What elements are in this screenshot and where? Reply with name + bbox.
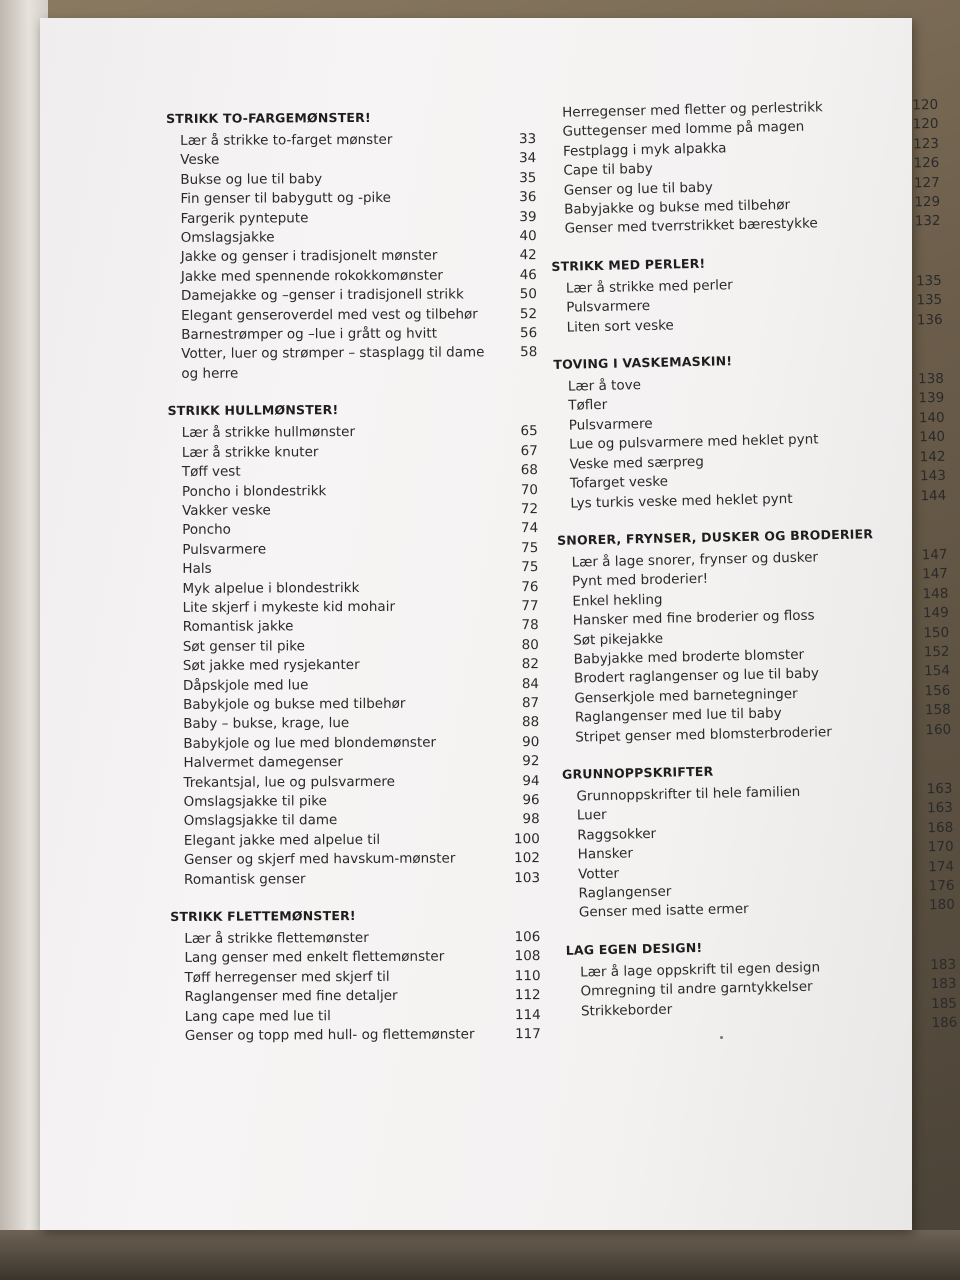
- entry-page-number: 186: [931, 1014, 958, 1032]
- toc-entry: [168, 481, 538, 502]
- entry-page-number: 92: [522, 753, 540, 770]
- toc-entry: [169, 655, 539, 676]
- entry-page-number: 185: [930, 995, 958, 1012]
- entry-page-number: 132: [914, 213, 941, 230]
- entry-title: Halvermet damegenser: [183, 754, 343, 772]
- entry-page-number: 106: [514, 929, 541, 946]
- entry-page-number: 103: [514, 869, 541, 886]
- entry-page-number: 139: [918, 390, 945, 407]
- entry-page-number: 142: [919, 448, 946, 465]
- toc-entry: [167, 246, 537, 267]
- toc-entry: [169, 636, 539, 657]
- entry-page-number: 114: [514, 1006, 541, 1023]
- toc-entry: [167, 285, 537, 306]
- entry-page-number: 87: [521, 695, 540, 712]
- entry-title: Lær å strikke med perler: [565, 277, 733, 297]
- entry-title: Lær å strikke to-farget mønster: [180, 131, 393, 149]
- section-heading: STRIKK MED PERLER!: [551, 255, 706, 274]
- entry-title: Raglangenser: [578, 883, 672, 902]
- entry-page-number: 120: [912, 116, 939, 133]
- toc-entry: [167, 266, 537, 287]
- entry-title: Cape til baby: [563, 161, 653, 179]
- toc-section: [548, 96, 941, 240]
- entry-title: Lær å strikke hullmønster: [181, 424, 356, 442]
- entry-title: Raglangenser med lue til baby: [574, 705, 782, 726]
- entry-title: Trekantsjal, lue og pulsvarmere: [183, 773, 396, 791]
- entry-page-number: 68: [520, 462, 538, 479]
- toc-entry: [170, 791, 540, 812]
- entry-page-number: 96: [522, 792, 540, 809]
- toc-entry: [170, 810, 540, 831]
- entry-title: Votter, luer og strømper – stasplagg til dame og herre: [181, 344, 485, 382]
- toc-section: [562, 758, 955, 924]
- toc-entry: [166, 149, 536, 170]
- entry-page-number: 126: [913, 155, 940, 172]
- entry-title: Votter: [577, 865, 620, 883]
- toc-entry: [166, 169, 536, 190]
- entry-page-number: 108: [514, 948, 541, 965]
- entry-title: Lær å tove: [567, 377, 642, 395]
- section-heading: SNORER, FRYNSER, DUSKER OG BRODERIER: [556, 526, 874, 548]
- toc-section: [551, 250, 943, 338]
- toc-entry: [167, 344, 537, 385]
- toc-entry: [170, 967, 540, 988]
- entry-title: Fargerik pyntepute: [180, 209, 309, 227]
- entry-title: Pynt med broderier!: [571, 571, 709, 590]
- entry-page-number: 75: [521, 559, 539, 576]
- entry-title: Raglangenser med fine detaljer: [184, 988, 398, 1006]
- entry-title: Tofarget veske: [569, 473, 669, 492]
- entry-title: Tøff herregenser med skjerf til: [184, 968, 390, 986]
- entry-page-number: 34: [519, 150, 537, 167]
- toc-entry: [167, 305, 537, 326]
- entry-title: Omslagsjakke til dame: [183, 812, 338, 830]
- entry-page-number: 123: [912, 135, 940, 153]
- section-heading: STRIKK FLETTEMØNSTER!: [170, 908, 356, 925]
- entry-title: Vakker veske: [182, 502, 271, 519]
- toc-entry: [169, 752, 539, 773]
- entry-title: Damejakke og –genser i tradisjonell strikk: [180, 286, 464, 305]
- entry-title: Fin genser til babygutt og -pike: [180, 190, 391, 208]
- toc-entry: [169, 616, 539, 637]
- entry-page-number: 140: [918, 409, 945, 427]
- toc-entry: [168, 500, 538, 521]
- entry-page-number: 76: [521, 578, 539, 595]
- entry-page-number: 100: [513, 830, 540, 848]
- entry-page-number: 90: [522, 733, 540, 750]
- toc-entry: [168, 422, 538, 443]
- entry-title: Veske: [180, 152, 220, 169]
- entry-page-number: 168: [927, 819, 954, 836]
- entry-page-number: 110: [514, 967, 541, 985]
- toc-entry: [170, 849, 540, 870]
- entry-title: Lær å strikke flettemønster: [184, 929, 369, 947]
- entry-title: Babyjakke med broderte blomster: [573, 646, 805, 668]
- entry-title: Elegant jakke med alpelue til: [183, 831, 381, 849]
- toc-section: [166, 108, 537, 384]
- entry-title: Babyjakke og bukse med tilbehør: [564, 196, 791, 218]
- entry-page-number: 170: [927, 838, 954, 856]
- entry-page-number: 149: [922, 604, 949, 622]
- entry-page-number: 117: [515, 1026, 541, 1043]
- toc-right-column: [548, 96, 958, 1059]
- toc-entry: [169, 694, 539, 715]
- entry-title: Jakke og genser i tradisjonelt mønster: [180, 248, 438, 266]
- entry-page-number: 74: [520, 520, 539, 537]
- book-page: [40, 18, 958, 1230]
- toc-section: [566, 933, 958, 1041]
- entry-title: Babykjole og lue med blondemønster: [183, 734, 437, 752]
- entry-page-number: 70: [520, 481, 539, 498]
- entry-title: Luer: [576, 807, 607, 824]
- entry-title: Omslagsjakke til pike: [183, 793, 327, 810]
- toc-entry: [171, 1025, 541, 1046]
- toc-entry: [166, 130, 536, 151]
- entry-title: Hansker med fine broderier og floss: [572, 607, 815, 629]
- entry-title: Lær å lage oppskrift til egen design: [580, 959, 821, 981]
- entry-title: Poncho: [182, 521, 231, 539]
- entry-page-number: 136: [916, 311, 943, 328]
- toc-entry: [168, 578, 538, 599]
- entry-title: Genser og skjerf med havskum-mønster: [183, 850, 456, 869]
- entry-page-number: 67: [520, 442, 538, 459]
- entry-page-number: 135: [916, 292, 943, 309]
- entry-page-number: 147: [921, 566, 949, 583]
- section-heading: TOVING I VASKEMASKIN!: [553, 353, 733, 373]
- entry-title: Baby – bukse, krage, lue: [183, 715, 350, 733]
- entry-title: Lue og pulsvarmere med heklet pynt: [568, 431, 819, 453]
- entry-title: Genser og topp med hull- og flettemønster: [184, 1026, 475, 1044]
- entry-title: Hals: [182, 560, 212, 578]
- entry-title: Bukse og lue til baby: [180, 170, 323, 188]
- entry-page-number: 46: [519, 266, 537, 283]
- entry-page-number: 154: [924, 663, 951, 680]
- entry-page-number: 56: [519, 325, 538, 342]
- toc-entry: [168, 539, 538, 560]
- entry-title: Veske med særpreg: [569, 453, 705, 473]
- entry-title: Genser med isatte ermer: [578, 901, 749, 921]
- entry-title: Genserkjole med barnetegninger: [574, 685, 798, 707]
- entry-page-number: 147: [921, 546, 948, 564]
- entry-title: Romantisk jakke: [182, 618, 294, 636]
- toc-entry: [168, 442, 538, 463]
- entry-title: Poncho i blondestrikk: [181, 482, 327, 500]
- toc-entry: [167, 208, 537, 229]
- entry-title: Liten sort veske: [566, 317, 674, 336]
- entry-title: Grunnoppskrifter til hele familien: [576, 783, 801, 805]
- entry-title: Pulsvarmere: [568, 415, 653, 434]
- entry-title: Guttegenser med lomme på magen: [562, 119, 805, 141]
- section-heading: STRIKK HULLMØNSTER!: [167, 402, 339, 419]
- entry-page-number: 75: [521, 539, 539, 556]
- entry-page-number: 163: [926, 800, 954, 817]
- entry-title: Myk alpelue i blondestrikk: [182, 579, 360, 597]
- entry-page-number: 78: [521, 617, 539, 634]
- entry-title: Enkel hekling: [572, 591, 663, 610]
- toc-entry: [170, 928, 540, 949]
- entry-title: Søt genser til pike: [182, 638, 305, 655]
- entry-page-number: 183: [930, 975, 957, 993]
- entry-title: Søt pikejakke: [573, 630, 664, 649]
- entry-page-number: 150: [923, 624, 950, 641]
- entry-title: Hansker: [577, 845, 634, 863]
- entry-title: Tøfler: [568, 397, 608, 415]
- entry-page-number: 98: [522, 811, 540, 828]
- toc-entry: [168, 461, 538, 482]
- entry-title: Stripet genser med blomsterbroderier: [575, 723, 832, 746]
- toc-entry: [169, 597, 539, 618]
- entry-page-number: 140: [919, 429, 946, 446]
- entry-page-number: 80: [521, 636, 539, 653]
- entry-page-number: 120: [912, 96, 939, 114]
- toc-entry: [169, 713, 539, 734]
- entry-page-number: 148: [922, 585, 949, 602]
- toc-section: [168, 400, 541, 890]
- entry-title: Herregenser med fletter og perlestrikk: [562, 99, 823, 121]
- entry-title: Genser og lue til baby: [563, 179, 713, 199]
- entry-title: Festplagg i myk alpakka: [562, 140, 727, 160]
- toc-section: [553, 348, 946, 514]
- entry-title: Lys turkis veske med heklet pynt: [570, 490, 793, 512]
- section-heading: STRIKK TO-FARGEMØNSTER!: [166, 109, 371, 126]
- table-surface: [0, 1230, 960, 1280]
- entry-page-number: 58: [520, 344, 538, 361]
- entry-title: Elegant genseroverdel med vest og tilbehør: [181, 306, 478, 324]
- toc-entry: [168, 558, 538, 579]
- toc-entry: [167, 227, 537, 248]
- entry-page-number: 152: [923, 643, 950, 661]
- toc-entry: [171, 986, 541, 1007]
- entry-page-number: 102: [514, 850, 540, 867]
- entry-page-number: 135: [915, 272, 942, 290]
- entry-title: Lite skjerf i mykeste kid mohair: [182, 598, 396, 616]
- entry-title: Omslagsjakke: [180, 229, 275, 246]
- entry-page-number: 50: [519, 286, 538, 303]
- toc-entry: [169, 733, 539, 754]
- entry-page-number: 88: [521, 714, 540, 731]
- entry-page-number: 84: [521, 675, 540, 692]
- entry-page-number: 127: [913, 174, 940, 191]
- toc-entry: [168, 519, 538, 540]
- toc-entry: [171, 1006, 541, 1027]
- toc-section: [557, 524, 951, 748]
- entry-page-number: 42: [519, 247, 537, 264]
- entry-title: Tøff vest: [181, 463, 241, 481]
- entry-page-number: 36: [519, 189, 537, 206]
- entry-title: Lang genser med enkelt flettemønster: [184, 948, 445, 967]
- entry-title: Omregning til andre garntykkelser: [580, 978, 813, 1000]
- entry-page-number: 40: [519, 228, 537, 245]
- toc-entry: [166, 188, 536, 209]
- entry-page-number: 174: [928, 858, 955, 875]
- entry-page-number: 112: [514, 987, 541, 1004]
- toc-left-column: [166, 108, 541, 1064]
- toc-entry: [167, 324, 537, 345]
- entry-page-number: 39: [519, 208, 537, 225]
- entry-title: Romantisk genser: [183, 870, 306, 888]
- entry-page-number: 163: [926, 780, 953, 798]
- entry-title: Genser med tverrstrikket bærestykke: [564, 215, 818, 238]
- entry-page-number: 72: [520, 500, 539, 518]
- toc-entry: [170, 869, 540, 890]
- entry-page-number: 94: [522, 772, 540, 789]
- entry-page-number: 65: [520, 423, 538, 440]
- entry-page-number: 143: [919, 467, 947, 485]
- entry-page-number: 35: [519, 169, 537, 186]
- toc-section: [170, 906, 541, 1046]
- entry-title: Dåpskjole med lue: [182, 676, 309, 694]
- entry-title: Babykjole og bukse med tilbehør: [183, 695, 406, 713]
- entry-page-number: 180: [928, 897, 956, 914]
- entry-title: Raggsokker: [577, 825, 657, 844]
- entry-page-number: 158: [924, 701, 951, 719]
- entry-page-number: 33: [518, 131, 537, 148]
- ink-dot: [720, 1036, 723, 1039]
- entry-title: Pulsvarmere: [566, 298, 651, 316]
- entry-title: Barnestrømper og –lue i grått og hvitt: [181, 325, 438, 343]
- entry-title: Lær å lage snorer, frynser og dusker: [571, 549, 819, 571]
- entry-page-number: 183: [930, 956, 957, 973]
- toc-entry: [169, 675, 539, 696]
- section-heading: LAG EGEN DESIGN!: [565, 939, 703, 958]
- toc-entry: [169, 772, 539, 793]
- entry-title: Pulsvarmere: [182, 541, 267, 558]
- entry-title: Strikkeborder: [580, 1001, 673, 1020]
- entry-page-number: 129: [914, 193, 941, 211]
- entry-page-number: 156: [924, 682, 951, 699]
- entry-page-number: 77: [521, 597, 539, 615]
- entry-title: Jakke med spennende rokokkomønster: [180, 267, 443, 285]
- entry-page-number: 176: [928, 877, 955, 895]
- entry-page-number: 144: [920, 487, 947, 504]
- entry-page-number: 52: [519, 305, 538, 322]
- entry-title: Lær å strikke knuter: [181, 443, 319, 461]
- toc-entry: [170, 830, 540, 851]
- entry-page-number: 138: [917, 370, 945, 388]
- toc-entry: [170, 947, 540, 968]
- section-heading: GRUNNOPPSKRIFTER: [561, 763, 714, 782]
- entry-page-number: 160: [925, 721, 952, 738]
- entry-title: Lang cape med lue til: [184, 1007, 331, 1025]
- entry-page-number: 82: [521, 656, 539, 673]
- entry-title: Brodert raglangenser og lue til baby: [573, 665, 820, 687]
- entry-title: Søt jakke med rysjekanter: [182, 657, 360, 675]
